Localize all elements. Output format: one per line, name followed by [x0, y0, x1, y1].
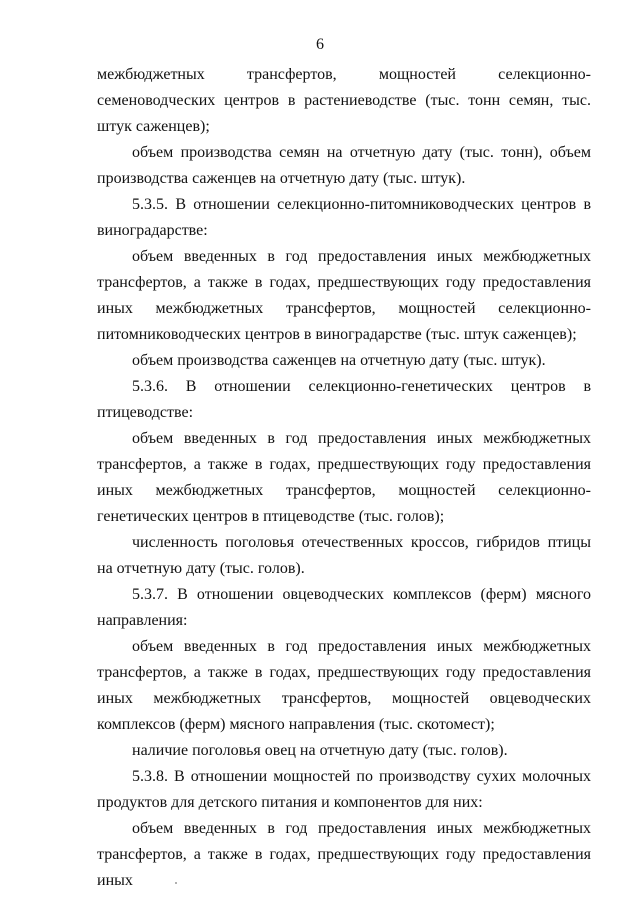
scan-speck: [175, 882, 177, 884]
paragraph: объем введенных в год предоставления иных межбюджетных трансфертов, а также в годах, предшествующих году предоставления иных межбюджетных трансфертов, мощностей селекционно-генетических центров в птицеводстве (тыс. голов);: [97, 430, 591, 525]
paragraph-continuation: межбюджетных трансфертов, мощностей селекционно-семеноводческих центров в растениеводстве (тыс. тонн семян, тыс. штук саженцев);: [97, 66, 591, 135]
section-heading-5-3-5: 5.3.5. В отношении селекционно-питомниководческих центров в виноградарстве:: [97, 196, 591, 239]
paragraph: наличие поголовья овец на отчетную дату (тыс. голов).: [132, 742, 508, 759]
document-body: [97, 62, 591, 894]
paragraph: объем введенных в год предоставления иных межбюджетных трансфертов, а также в годах, предшествующих году предоставления иных: [97, 820, 591, 889]
section-heading-5-3-8: 5.3.8. В отношении мощностей по производству сухих молочных продуктов для детского питания и компонентов для них:: [97, 768, 591, 811]
page-number: 6: [316, 36, 324, 53]
paragraph: объем производства семян на отчетную дату (тыс. тонн), объем производства саженцев на отчетную дату (тыс. штук).: [97, 144, 591, 187]
section-heading-5-3-6: 5.3.6. В отношении селекционно-генетических центров в птицеводстве:: [97, 378, 591, 421]
paragraph: численность поголовья отечественных кроссов, гибридов птицы на отчетную дату (тыс. голов).: [97, 534, 591, 577]
section-heading-5-3-7: 5.3.7. В отношении овцеводческих комплексов (ферм) мясного направления:: [97, 586, 591, 629]
paragraph: объем введенных в год предоставления иных межбюджетных трансфертов, а также в годах, предшествующих году предоставления иных межбюджетных трансфертов, мощностей овцеводческих комплексов (ферм) мясного направления (тыс. скотомест);: [97, 638, 591, 733]
paragraph: объем введенных в год предоставления иных межбюджетных трансфертов, а также в годах, предшествующих году предоставления иных межбюджетных трансфертов, мощностей селекционно-питомниководческих центров в виноградарстве (тыс. штук саженцев);: [97, 248, 591, 343]
paragraph: объем производства саженцев на отчетную дату (тыс. штук).: [132, 352, 546, 369]
